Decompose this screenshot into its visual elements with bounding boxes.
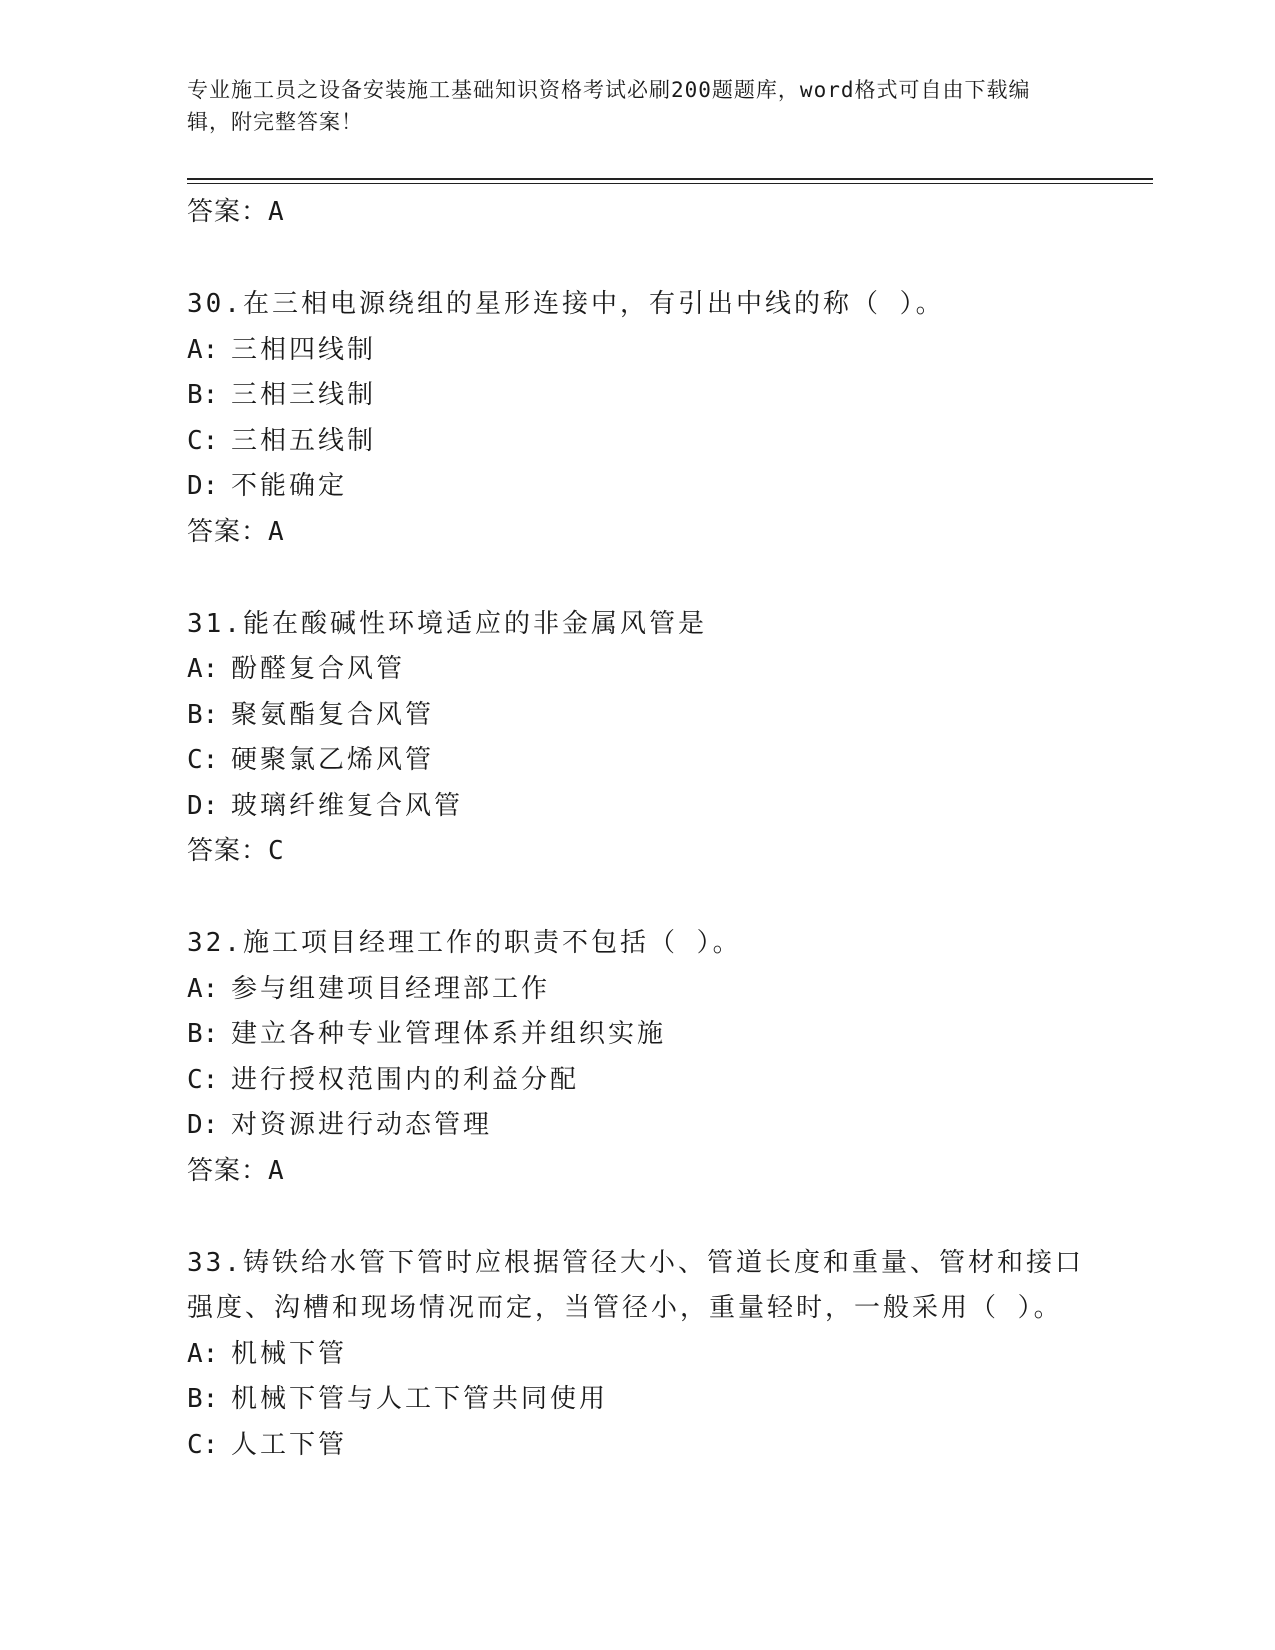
option-text: 参与组建项目经理部工作: [231, 973, 551, 1004]
option-b: [187, 693, 1087, 739]
option-key: B:: [187, 1384, 219, 1414]
option-text: 三相四线制: [231, 334, 377, 365]
option-c: [187, 419, 1087, 465]
option-d: [187, 464, 1087, 510]
option-key: B:: [187, 380, 219, 410]
option-b: [187, 373, 1087, 419]
option-d: [187, 1103, 1087, 1149]
option-c: [187, 738, 1087, 784]
option-key: C:: [187, 1429, 219, 1460]
option-text: 三相三线制: [231, 380, 377, 410]
option-key: C:: [187, 745, 219, 775]
option-c: [187, 1058, 1087, 1104]
option-b: [187, 1377, 1087, 1423]
option-text: 进行授权范围内的利益分配: [231, 1064, 580, 1095]
option-key: A:: [187, 654, 219, 684]
option-key: D:: [187, 471, 219, 501]
question-stem: 31.能在酸碱性环境适应的非金属风管是: [187, 608, 707, 639]
option-text: 建立各种专业管理体系并组织实施: [231, 1019, 667, 1049]
option-key: B:: [187, 699, 219, 730]
question-31: [187, 602, 1087, 875]
question-stem: 32.施工项目经理工作的职责不包括（ ）。: [187, 928, 742, 958]
answer-line: 答案：A: [187, 516, 285, 547]
option-text: 三相五线制: [231, 425, 377, 456]
option-b: [187, 1012, 1087, 1058]
option-key: B:: [187, 1019, 219, 1049]
question-list: [187, 190, 1087, 1468]
question-32: [187, 921, 1087, 1194]
option-text: 机械下管: [231, 1338, 348, 1369]
answer-line: 答案：C: [187, 836, 285, 866]
option-c: [187, 1423, 1087, 1469]
option-text: 对资源进行动态管理: [231, 1110, 493, 1140]
option-key: C:: [187, 425, 219, 456]
option-text: 不能确定: [231, 471, 348, 501]
option-key: A:: [187, 1338, 219, 1369]
option-text: 酚醛复合风管: [231, 654, 406, 684]
question-33: [187, 1241, 1087, 1469]
option-key: C:: [187, 1064, 219, 1095]
option-key: D:: [187, 790, 219, 821]
document-header: 专业施工员之设备安装施工基础知识资格考试必刷200题题库，word格式可自由下载编辑，附完整答案！: [187, 78, 1031, 134]
option-a: [187, 647, 1087, 693]
option-text: 聚氨酯复合风管: [231, 699, 435, 730]
header-rule-thick: [187, 178, 1153, 180]
option-d: [187, 784, 1087, 830]
option-text: 人工下管: [231, 1429, 348, 1460]
option-key: A:: [187, 973, 219, 1004]
question-30: [187, 282, 1087, 555]
header-rule-thin: [187, 183, 1153, 184]
question-stem: 30.在三相电源绕组的星形连接中，有引出中线的称（ ）。: [187, 289, 945, 319]
option-text: 硬聚氯乙烯风管: [231, 745, 435, 775]
option-a: [187, 328, 1087, 374]
option-key: D:: [187, 1110, 219, 1140]
option-text: 机械下管与人工下管共同使用: [231, 1384, 609, 1414]
option-a: [187, 967, 1087, 1013]
answer-line: 答案：A: [187, 197, 285, 227]
option-a: [187, 1332, 1087, 1378]
answer-line: 答案：A: [187, 1155, 285, 1186]
option-key: A:: [187, 334, 219, 365]
question-stem: 33.铸铁给水管下管时应根据管径大小、管道长度和重量、管材和接口强度、沟槽和现场情况而定，当管径小，重量轻时，一般采用（ ）。: [187, 1247, 1084, 1323]
option-text: 玻璃纤维复合风管: [231, 790, 464, 821]
